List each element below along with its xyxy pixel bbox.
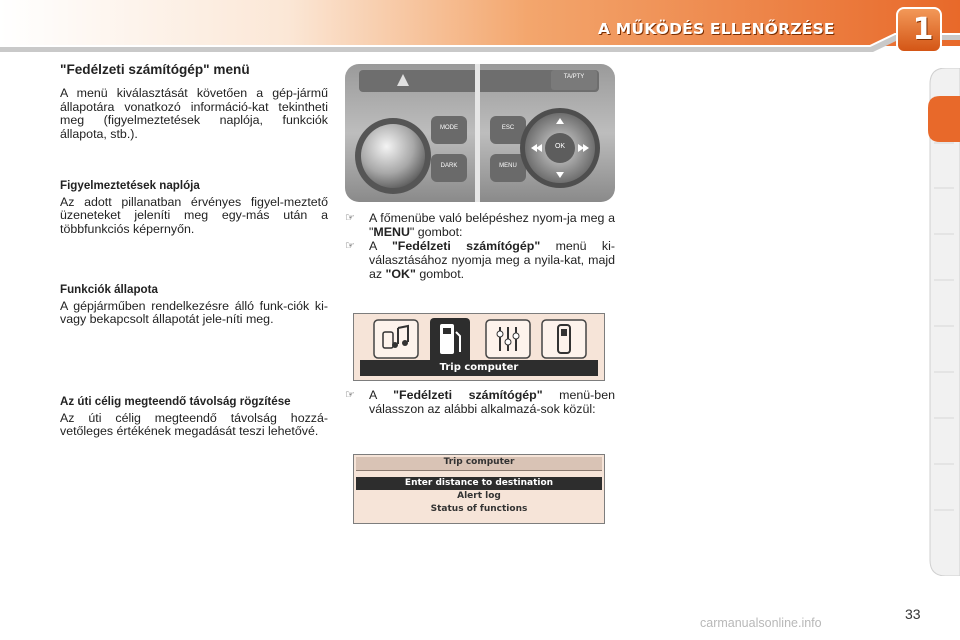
distance-section xyxy=(60,395,328,439)
functions-title: Funkciók állapota xyxy=(60,283,158,296)
intro-paragraph: A menü kiválasztását követően a gép-jármű állapotára vonatkozó információ-kat tekintheti meg (figyelmeztetések naplója, funkciók állapota, stb.). xyxy=(60,85,328,142)
display-trip-computer xyxy=(353,454,605,524)
ta-pty-button: TA/PTY xyxy=(563,74,585,80)
left-column xyxy=(60,63,328,142)
pointing-hand-icon: ☞ xyxy=(345,240,355,252)
bullet-select: ☞ A "Fedélzeti számítógép" menü ki-választásához nyomja meg a nyila-kat, majd az "OK" gombot. xyxy=(345,239,615,281)
alert-log-title: Figyelmeztetések naplója xyxy=(60,179,200,192)
esc-button: ESC xyxy=(501,125,515,131)
section-heading: "Fedélzeti számítógép" menü xyxy=(60,62,250,77)
distance-title: Az úti célig megteendő távolság rögzítése xyxy=(60,395,291,408)
settings-icon xyxy=(492,324,524,354)
pointing-hand-icon: ☞ xyxy=(345,212,355,224)
phone-icon xyxy=(552,323,576,355)
audio-icon xyxy=(380,324,412,354)
display-main-menu xyxy=(353,313,605,381)
chapter-tabs xyxy=(926,68,960,576)
alert-log-body: Az adott pillanatban érvényes figyel-meztető üzeneteket jeleníti meg egy-más után a többfunkciós képernyőn. xyxy=(60,194,328,237)
dark-button: DARK xyxy=(440,163,458,169)
functions-section xyxy=(60,283,328,327)
bullet-menu: ☞ A főmenübe való belépéshez nyom-ja meg a "MENU" gombot: xyxy=(345,211,615,239)
control-panel-image xyxy=(345,64,615,202)
page-number: 33 xyxy=(905,606,921,622)
ok-button: OK xyxy=(554,143,566,150)
chapter-number: 1 xyxy=(912,12,934,47)
bullet-choose: ☞ A "Fedélzeti számítógép" menü-ben válasszon az alábbi alkalmazá-sok közül: xyxy=(345,388,615,416)
functions-body: A gépjárműben rendelkezésre álló funk-ciók ki- vagy bekapcsolt állapotát jele-níti meg. xyxy=(60,298,328,327)
pointing-hand-icon: ☞ xyxy=(345,389,355,401)
watermark: carmanualsonline.info xyxy=(700,616,822,630)
menu-item-alert-log: Alert log xyxy=(457,491,501,501)
alert-log-section xyxy=(60,179,328,237)
menu-item-enter-distance: Enter distance to destination xyxy=(404,478,554,488)
page-header xyxy=(0,0,960,58)
menu-button: MENU xyxy=(499,163,517,169)
chapter-title: A MŰKÖDÉS ELLENŐRZÉSE xyxy=(598,20,835,38)
display-title: Trip computer xyxy=(443,457,515,467)
trip-computer-icon xyxy=(436,322,464,360)
display-label: Trip computer xyxy=(439,362,519,373)
distance-body: Az úti célig megteendő távolság hozzá-vetőleges értékének megadását teszi lehetővé. xyxy=(60,410,328,439)
mode-button: MODE xyxy=(440,125,458,131)
menu-item-status-functions: Status of functions xyxy=(430,504,528,514)
